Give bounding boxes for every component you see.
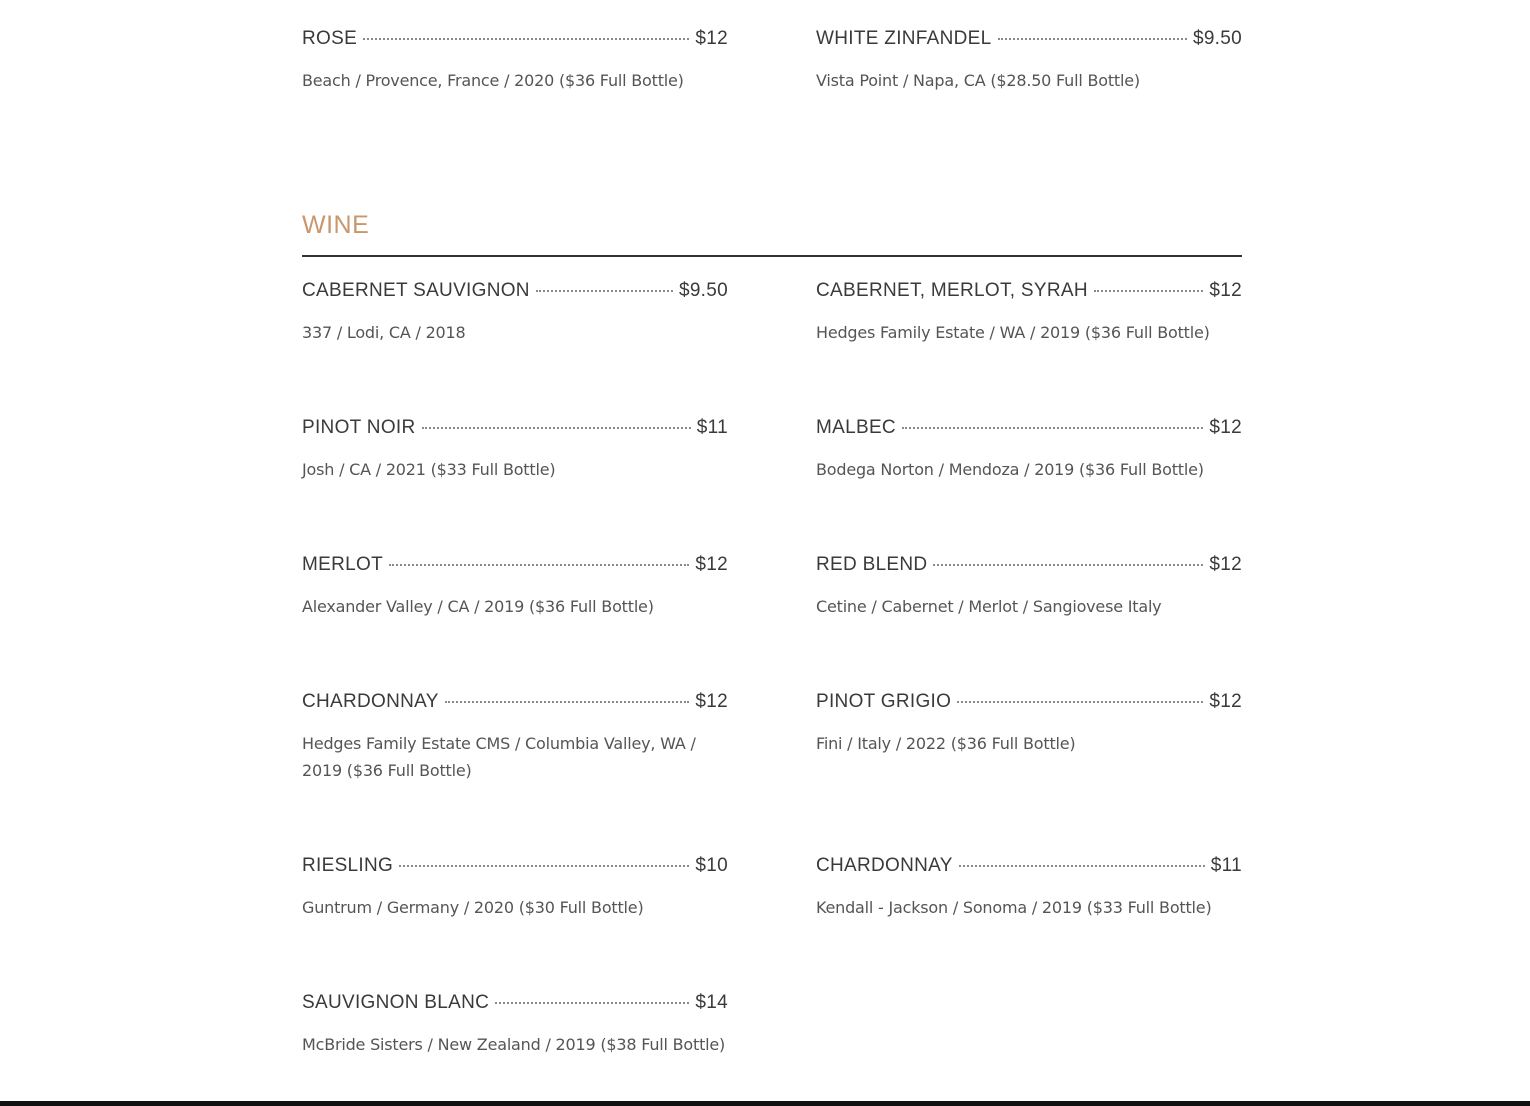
menu-item-name: RED BLEND xyxy=(816,554,928,575)
menu-item-name: ROSE xyxy=(302,28,358,49)
menu-item-pinot-grigio xyxy=(816,690,1242,757)
menu-item-cabernet-merlot-syrah xyxy=(816,279,1242,346)
menu-item-name: WHITE ZINFANDEL xyxy=(816,28,992,49)
dotted-leader xyxy=(1094,290,1203,292)
menu-item-malbec xyxy=(816,416,1242,483)
menu-item-price: $14 xyxy=(695,992,728,1013)
section-divider xyxy=(302,255,1242,257)
menu-item-description: Alexander Valley / CA / 2019 ($36 Full Bottle) xyxy=(302,597,654,616)
menu-item-description: McBride Sisters / New Zealand / 2019 ($38 Full Bottle) xyxy=(302,1035,726,1054)
menu-item-pinot-noir xyxy=(302,416,728,483)
dotted-leader xyxy=(902,427,1203,429)
menu-item-name: CHARDONNAY xyxy=(302,691,439,712)
menu-item-name: CABERNET, MERLOT, SYRAH xyxy=(816,280,1088,301)
menu-item-description: Hedges Family Estate CMS / Columbia Valley, WA / 2019 ($36 Full Bottle) xyxy=(302,734,696,780)
menu-item-description: Guntrum / Germany / 2020 ($30 Full Bottle) xyxy=(302,898,644,917)
menu-item-description: Beach / Provence, France / 2020 ($36 Full Bottle) xyxy=(302,71,684,90)
menu-item-header xyxy=(302,854,728,878)
menu-item-description: Bodega Norton / Mendoza / 2019 ($36 Full Bottle) xyxy=(816,460,1204,479)
dotted-leader xyxy=(957,701,1203,703)
dotted-leader xyxy=(422,427,691,429)
menu-item-price: $11 xyxy=(696,417,728,438)
menu-item-header xyxy=(816,416,1242,440)
menu-item-merlot xyxy=(302,553,728,620)
menu-item-header xyxy=(302,279,728,303)
menu-item-header xyxy=(816,854,1242,878)
menu-item-header xyxy=(816,279,1242,303)
dotted-leader xyxy=(959,865,1205,867)
menu-item-name: PINOT GRIGIO xyxy=(816,691,952,712)
menu-item-header xyxy=(816,27,1242,51)
dotted-leader xyxy=(399,865,689,867)
menu-item-name: MERLOT xyxy=(302,554,383,575)
footer-bar xyxy=(0,1101,1530,1106)
menu-item-description: Josh / CA / 2021 ($33 Full Bottle) xyxy=(302,460,556,479)
dotted-leader xyxy=(445,701,690,703)
menu-item-header xyxy=(816,553,1242,577)
menu-item-price: $12 xyxy=(695,691,728,712)
menu-item-price: $12 xyxy=(1209,691,1242,712)
menu-item-description: 337 / Lodi, CA / 2018 xyxy=(302,323,466,342)
dotted-leader xyxy=(998,38,1187,40)
menu-item-riesling xyxy=(302,854,728,921)
menu-item-price: $12 xyxy=(695,28,728,49)
menu-item-price: $12 xyxy=(1209,554,1242,575)
menu-item-description: Vista Point / Napa, CA ($28.50 Full Bottle) xyxy=(816,71,1140,90)
menu-item-name: SAUVIGNON BLANC xyxy=(302,992,490,1013)
menu-item-chardonnay-hedges xyxy=(302,690,728,784)
dotted-leader xyxy=(389,564,689,566)
menu-item-price: $12 xyxy=(1209,280,1242,301)
menu-item-header xyxy=(302,690,728,714)
menu-item-header xyxy=(302,27,728,51)
menu-item-price: $9.50 xyxy=(678,280,728,301)
menu-item-chardonnay-kendall xyxy=(816,854,1242,921)
menu-item-header xyxy=(302,991,728,1015)
menu-item-name: MALBEC xyxy=(816,417,896,438)
menu-item-rose xyxy=(302,27,728,94)
dotted-leader xyxy=(933,564,1203,566)
menu-item-description: Kendall - Jackson / Sonoma / 2019 ($33 Full Bottle) xyxy=(816,898,1212,917)
dotted-leader xyxy=(363,38,689,40)
section-title-wine: WINE xyxy=(302,211,370,239)
menu-item-price: $11 xyxy=(1210,855,1242,876)
menu-item-price: $12 xyxy=(695,554,728,575)
menu-item-white-zinfandel xyxy=(816,27,1242,94)
dotted-leader xyxy=(495,1002,689,1004)
menu-item-name: CHARDONNAY xyxy=(816,855,953,876)
menu-item-name: PINOT NOIR xyxy=(302,417,416,438)
menu-item-price: $12 xyxy=(1209,417,1242,438)
menu-item-header xyxy=(302,553,728,577)
menu-item-price: $9.50 xyxy=(1192,28,1242,49)
menu-item-header xyxy=(302,416,728,440)
menu-item-sauvignon-blanc xyxy=(302,991,728,1058)
menu-item-red-blend xyxy=(816,553,1242,620)
menu-item-description: Cetine / Cabernet / Merlot / Sangiovese Italy xyxy=(816,597,1162,616)
menu-item-description: Fini / Italy / 2022 ($36 Full Bottle) xyxy=(816,734,1076,753)
menu-item-name: RIESLING xyxy=(302,855,394,876)
menu-item-description: Hedges Family Estate / WA / 2019 ($36 Full Bottle) xyxy=(816,323,1210,342)
menu-item-name: CABERNET SAUVIGNON xyxy=(302,280,530,301)
menu-item-header xyxy=(816,690,1242,714)
dotted-leader xyxy=(536,290,673,292)
menu-item-price: $10 xyxy=(695,855,728,876)
menu-item-cabernet-sauvignon xyxy=(302,279,728,346)
